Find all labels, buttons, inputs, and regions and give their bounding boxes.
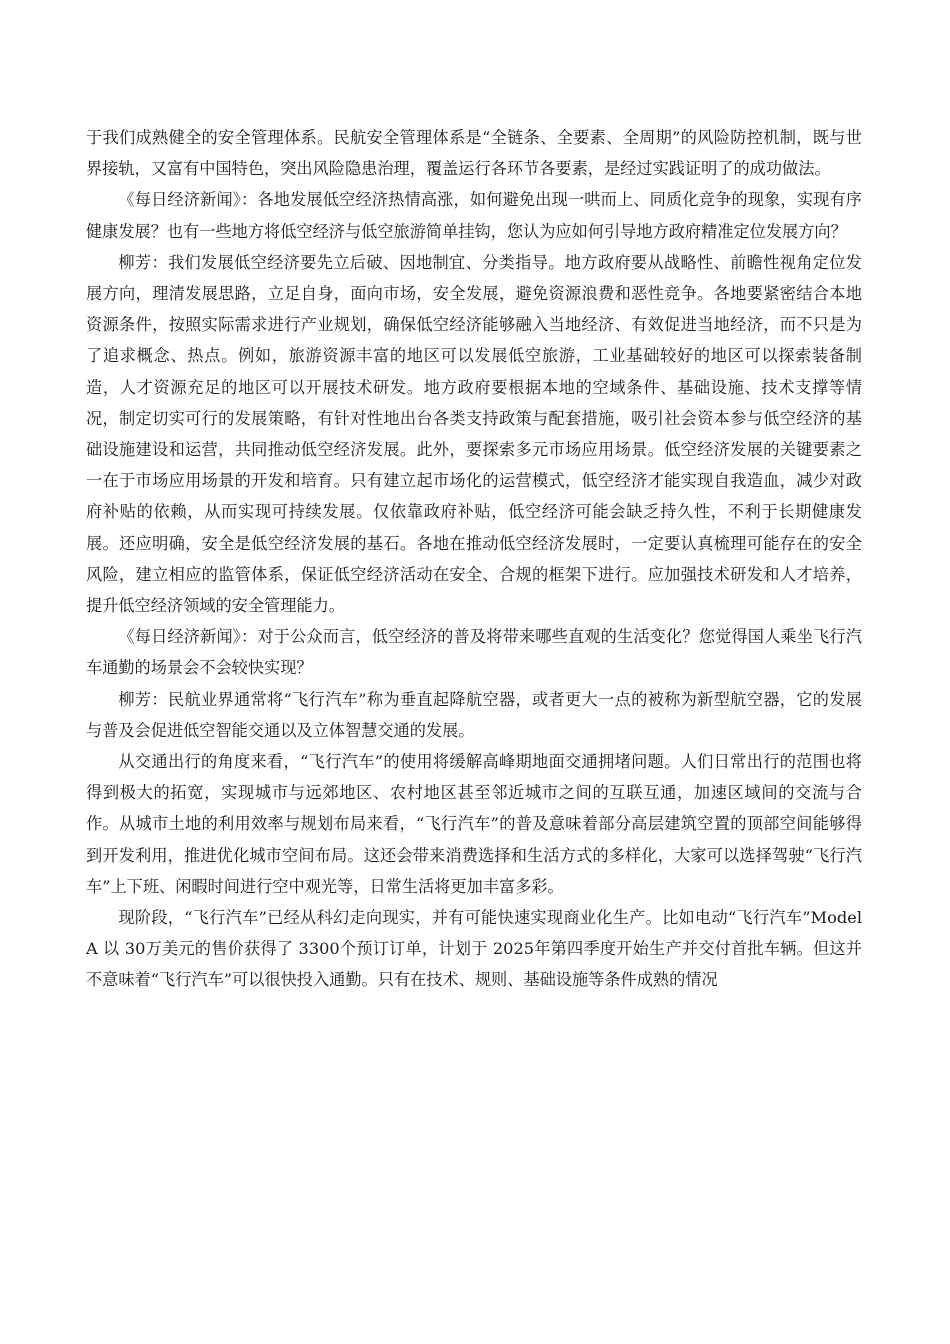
paragraph-6: 从交通出行的角度来看，“飞行汽车”的使用将缓解高峰期地面交通拥堵问题。人们日常出行的范围也将得到极大的拓宽，实现城市与远郊地区、农村地区甚至邻近城市之间的互联互通，加速区域间的交流与合作。从城市土地的利用效率与规划布局来看，“飞行汽车”的普及意味着部分高层建筑空置的顶部空间能够得到开发利用，推进优化城市空间布局。这还会带来消费选择和生活方式的多样化，大家可以选择驾驶“飞行汽车”上下班、闲暇时间进行空中观光等，日常生活将更加丰富多彩。 xyxy=(86,752,862,896)
paragraph-7: 现阶段，“飞行汽车”已经从科幻走向现实，并有可能快速实现商业化生产。比如电动“飞行汽车”Model A 以 30万美元的售价获得了 3300个预订订单，计划于 2025年第四季度开始生产并交付首批车辆。但这并不意味着“飞行汽车”可以很快投入通勤。只有在技术、规则、基础设施等条件成熟的情况 xyxy=(86,908,862,990)
paragraph-1: 于我们成熟健全的安全管理体系。民航安全管理体系是“全链条、全要素、全周期”的风险防控机制，既与世界接轨，又富有中国特色，突出风险隐患治理，覆盖运行各环节各要素，是经过实践证明了的成功做法。 xyxy=(86,128,862,179)
paragraph-5: 柳芳：民航业界通常将“飞行汽车”称为垂直起降航空器，或者更大一点的被称为新型航空器，它的发展与普及会促进低空智能交通以及立体智慧交通的发展。 xyxy=(86,689,862,740)
paragraph-4: 《每日经济新闻》：对于公众而言，低空经济的普及将带来哪些直观的生活变化？您觉得国人乘坐飞行汽车通勤的场景会不会较快实现？ xyxy=(86,627,862,678)
paragraph-3: 柳芳：我们发展低空经济要先立后破、因地制宜、分类指导。地方政府要从战略性、前瞻性视角定位发展方向，理清发展思路，立足自身，面向市场，安全发展，避免资源浪费和恶性竞争。各地要紧密结合本地资源条件，按照实际需求进行产业规划，确保低空经济能够融入当地经济、有效促进当地经济，而不只是为了追求概念、热点。例如，旅游资源丰富的地区可以发展低空旅游，工业基础较好的地区可以探索装备制造，人才资源充足的地区可以开展技术研发。地方政府要根据本地的空域条件、基础设施、技术支撑等情况，制定切实可行的发展策略，有针对性地出台各类支持政策与配套措施，吸引社会资本参与低空经济的基础设施建设和运营，共同推动低空经济发展。此外，要探索多元市场应用场景。低空经济发展的关键要素之一在于市场应用场景的开发和培育。只有建立起市场化的运营模式，低空经济才能实现自我造血，减少对政府补贴的依赖，从而实现可持续发展。仅依靠政府补贴，低空经济可能会缺乏持久性，不利于长期健康发展。还应明确，安全是低空经济发展的基石。各地在推动低空经济发展时，一定要认真梳理可能存在的安全风险，建立相应的监管体系，保证低空经济活动在安全、合规的框架下进行。应加强技术研发和人才培养，提升低空经济领域的安全管理能力。 xyxy=(86,252,862,616)
document-page xyxy=(86,122,862,996)
paragraph-2: 《每日经济新闻》：各地发展低空经济热情高涨，如何避免出现一哄而上、同质化竞争的现象，实现有序健康发展？也有一些地方将低空经济与低空旅游简单挂钩，您认为应如何引导地方政府精准定位发展方向？ xyxy=(86,190,862,241)
